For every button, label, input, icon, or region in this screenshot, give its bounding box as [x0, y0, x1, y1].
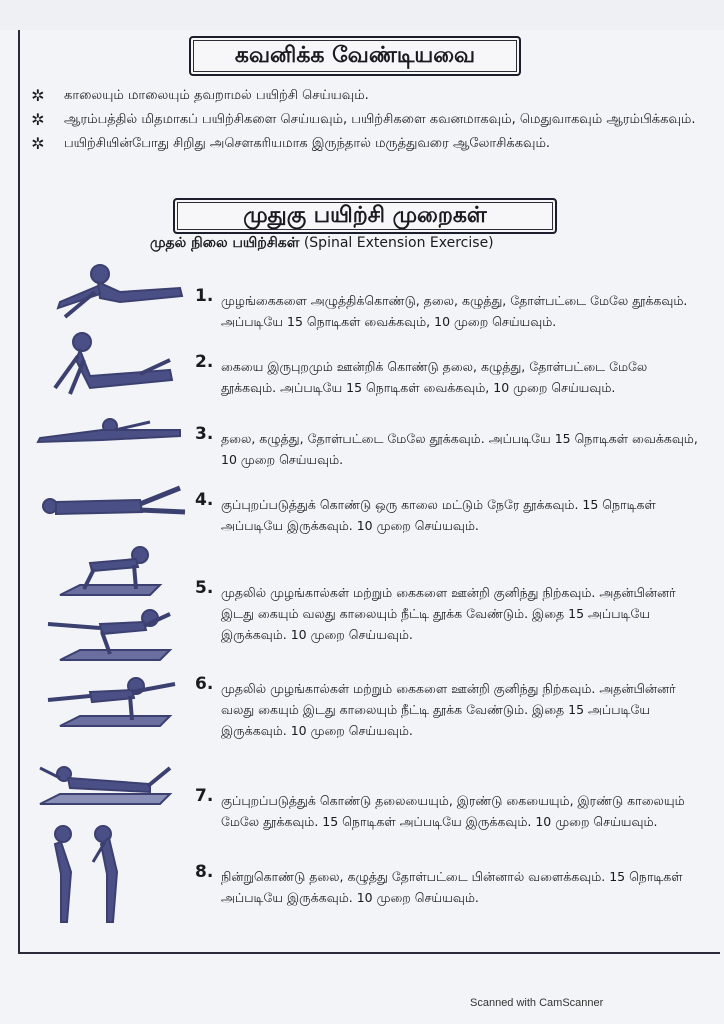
- section-title: முதுகு பயிற்சி முறைகள்: [173, 198, 557, 234]
- exercise-1-illustration: [40, 262, 190, 322]
- exercise-item: [195, 578, 700, 645]
- exercise-text: முதலில் முழங்கால்கள் மற்றும் கைகளை ஊன்றி குனிந்து நிற்கவும். அதன்பின்னர் இடது கையும் வலது காலையும் நீட்டி தூக்க வேண்டும். இதை 15 அப்படியே இருக்கவும். 10 முறை செய்யவும்.: [221, 585, 676, 642]
- exercise-text: தலை, கழுத்து, தோள்பட்டை மேலே தூக்கவும். அப்படியே 15 நொடிகள் வைக்கவும், 10 முறை செய்யவும்.: [221, 431, 698, 467]
- subtitle-tamil: முதல் நிலை பயிற்சிகள்: [150, 235, 300, 251]
- exercise-number: 1.: [195, 286, 214, 306]
- exercise-number: 2.: [195, 352, 214, 372]
- scanner-watermark: Scanned with CamScanner: [470, 997, 604, 1009]
- star-bullet-icon: ✲: [31, 110, 45, 129]
- scan-edge: [0, 0, 724, 30]
- exercise-number: 4.: [195, 490, 214, 510]
- star-bullet-icon: ✲: [31, 134, 45, 153]
- note-text: பயிற்சியின்போது சிறிது அசௌகரியமாக இருந்தால் மருத்துவரை ஆலோசிக்கவும்.: [64, 136, 551, 151]
- exercise-item: [195, 862, 700, 908]
- exercise-4-illustration: [30, 478, 190, 523]
- notes-list: [30, 86, 700, 158]
- section-subtitle: [150, 235, 590, 253]
- exercise-text: கையை இருபுறமும் ஊன்றிக் கொண்டு தலை, கழுத்து, தோள்பட்டை மேலே தூக்கவும். அப்படியே 15 நொடிகள் வைக்கவும், 10 முறை செய்யவும்.: [221, 359, 648, 395]
- exercise-5a-illustration: [50, 545, 170, 600]
- note-text: காலையும் மாலையும் தவறாமல் பயிற்சி செய்யவும்.: [64, 88, 369, 103]
- exercise-6-illustration: [40, 670, 180, 730]
- page-title: கவனிக்க வேண்டியவை: [189, 36, 521, 76]
- exercise-item: [195, 286, 700, 332]
- exercise-item: [195, 424, 700, 470]
- exercise-text: நின்றுகொண்டு தலை, கழுத்து தோள்பட்டை பின்னால் வளைக்கவும். 15 நொடிகள் அப்படியே இருக்கவும். 10 முறை செய்யவும்.: [221, 869, 683, 905]
- exercise-number: 3.: [195, 424, 214, 444]
- note-item: [30, 110, 700, 130]
- note-text: ஆரம்பத்தில் மிதமாகப் பயிற்சிகளை செய்யவும், பயிற்சிகளை கவனமாகவும், மெதுவாகவும் ஆரம்பிக்கவும்.: [64, 112, 696, 127]
- note-item: [30, 134, 700, 154]
- subtitle-english: (Spinal Extension Exercise): [303, 235, 494, 251]
- exercise-text: முதலில் முழங்கால்கள் மற்றும் கைகளை ஊன்றி குனிந்து நிற்கவும். அதன்பின்னர் வலது கையும் இடது காலையும் நீட்டி தூக்க வேண்டும். இதை 15 அப்படியே இருக்கவும். 10 முறை செய்யவும்.: [221, 681, 676, 738]
- exercise-8-illustration: [45, 822, 135, 927]
- exercise-number: 7.: [195, 786, 214, 806]
- exercise-number: 5.: [195, 578, 214, 598]
- star-bullet-icon: ✲: [31, 86, 45, 105]
- exercise-text: குப்புறப்படுத்துக் கொண்டு தலையையும், இரண்டு கையையும், இரண்டு காலையும் மேலே தூக்கவும். 15 நொடிகள் அப்படியே இருக்கவும். 10 முறை செய்யவும்.: [221, 793, 685, 829]
- exercise-text: முழங்கைகளை அழுத்திக்கொண்டு, தலை, கழுத்து, தோள்பட்டை மேலே தூக்கவும். அப்படியே 15 நொடிகள் வைக்கவும், 10 முறை செய்யவும்.: [221, 293, 688, 329]
- exercise-number: 6.: [195, 674, 214, 694]
- exercise-7-illustration: [30, 760, 180, 808]
- exercise-2-illustration: [40, 330, 190, 400]
- note-item: [30, 86, 700, 106]
- exercise-number: 8.: [195, 862, 214, 882]
- exercise-3-illustration: [30, 412, 190, 452]
- exercise-item: [195, 786, 700, 832]
- exercise-text: குப்புறப்படுத்துக் கொண்டு ஒரு காலை மட்டும் நேரே தூக்கவும். 15 நொடிகள் அப்படியே இருக்கவும். 10 முறை செய்யவும்.: [221, 497, 656, 533]
- exercise-5b-illustration: [40, 604, 180, 664]
- exercise-item: [195, 490, 700, 536]
- exercise-item: [195, 674, 700, 741]
- exercise-item: [195, 352, 700, 398]
